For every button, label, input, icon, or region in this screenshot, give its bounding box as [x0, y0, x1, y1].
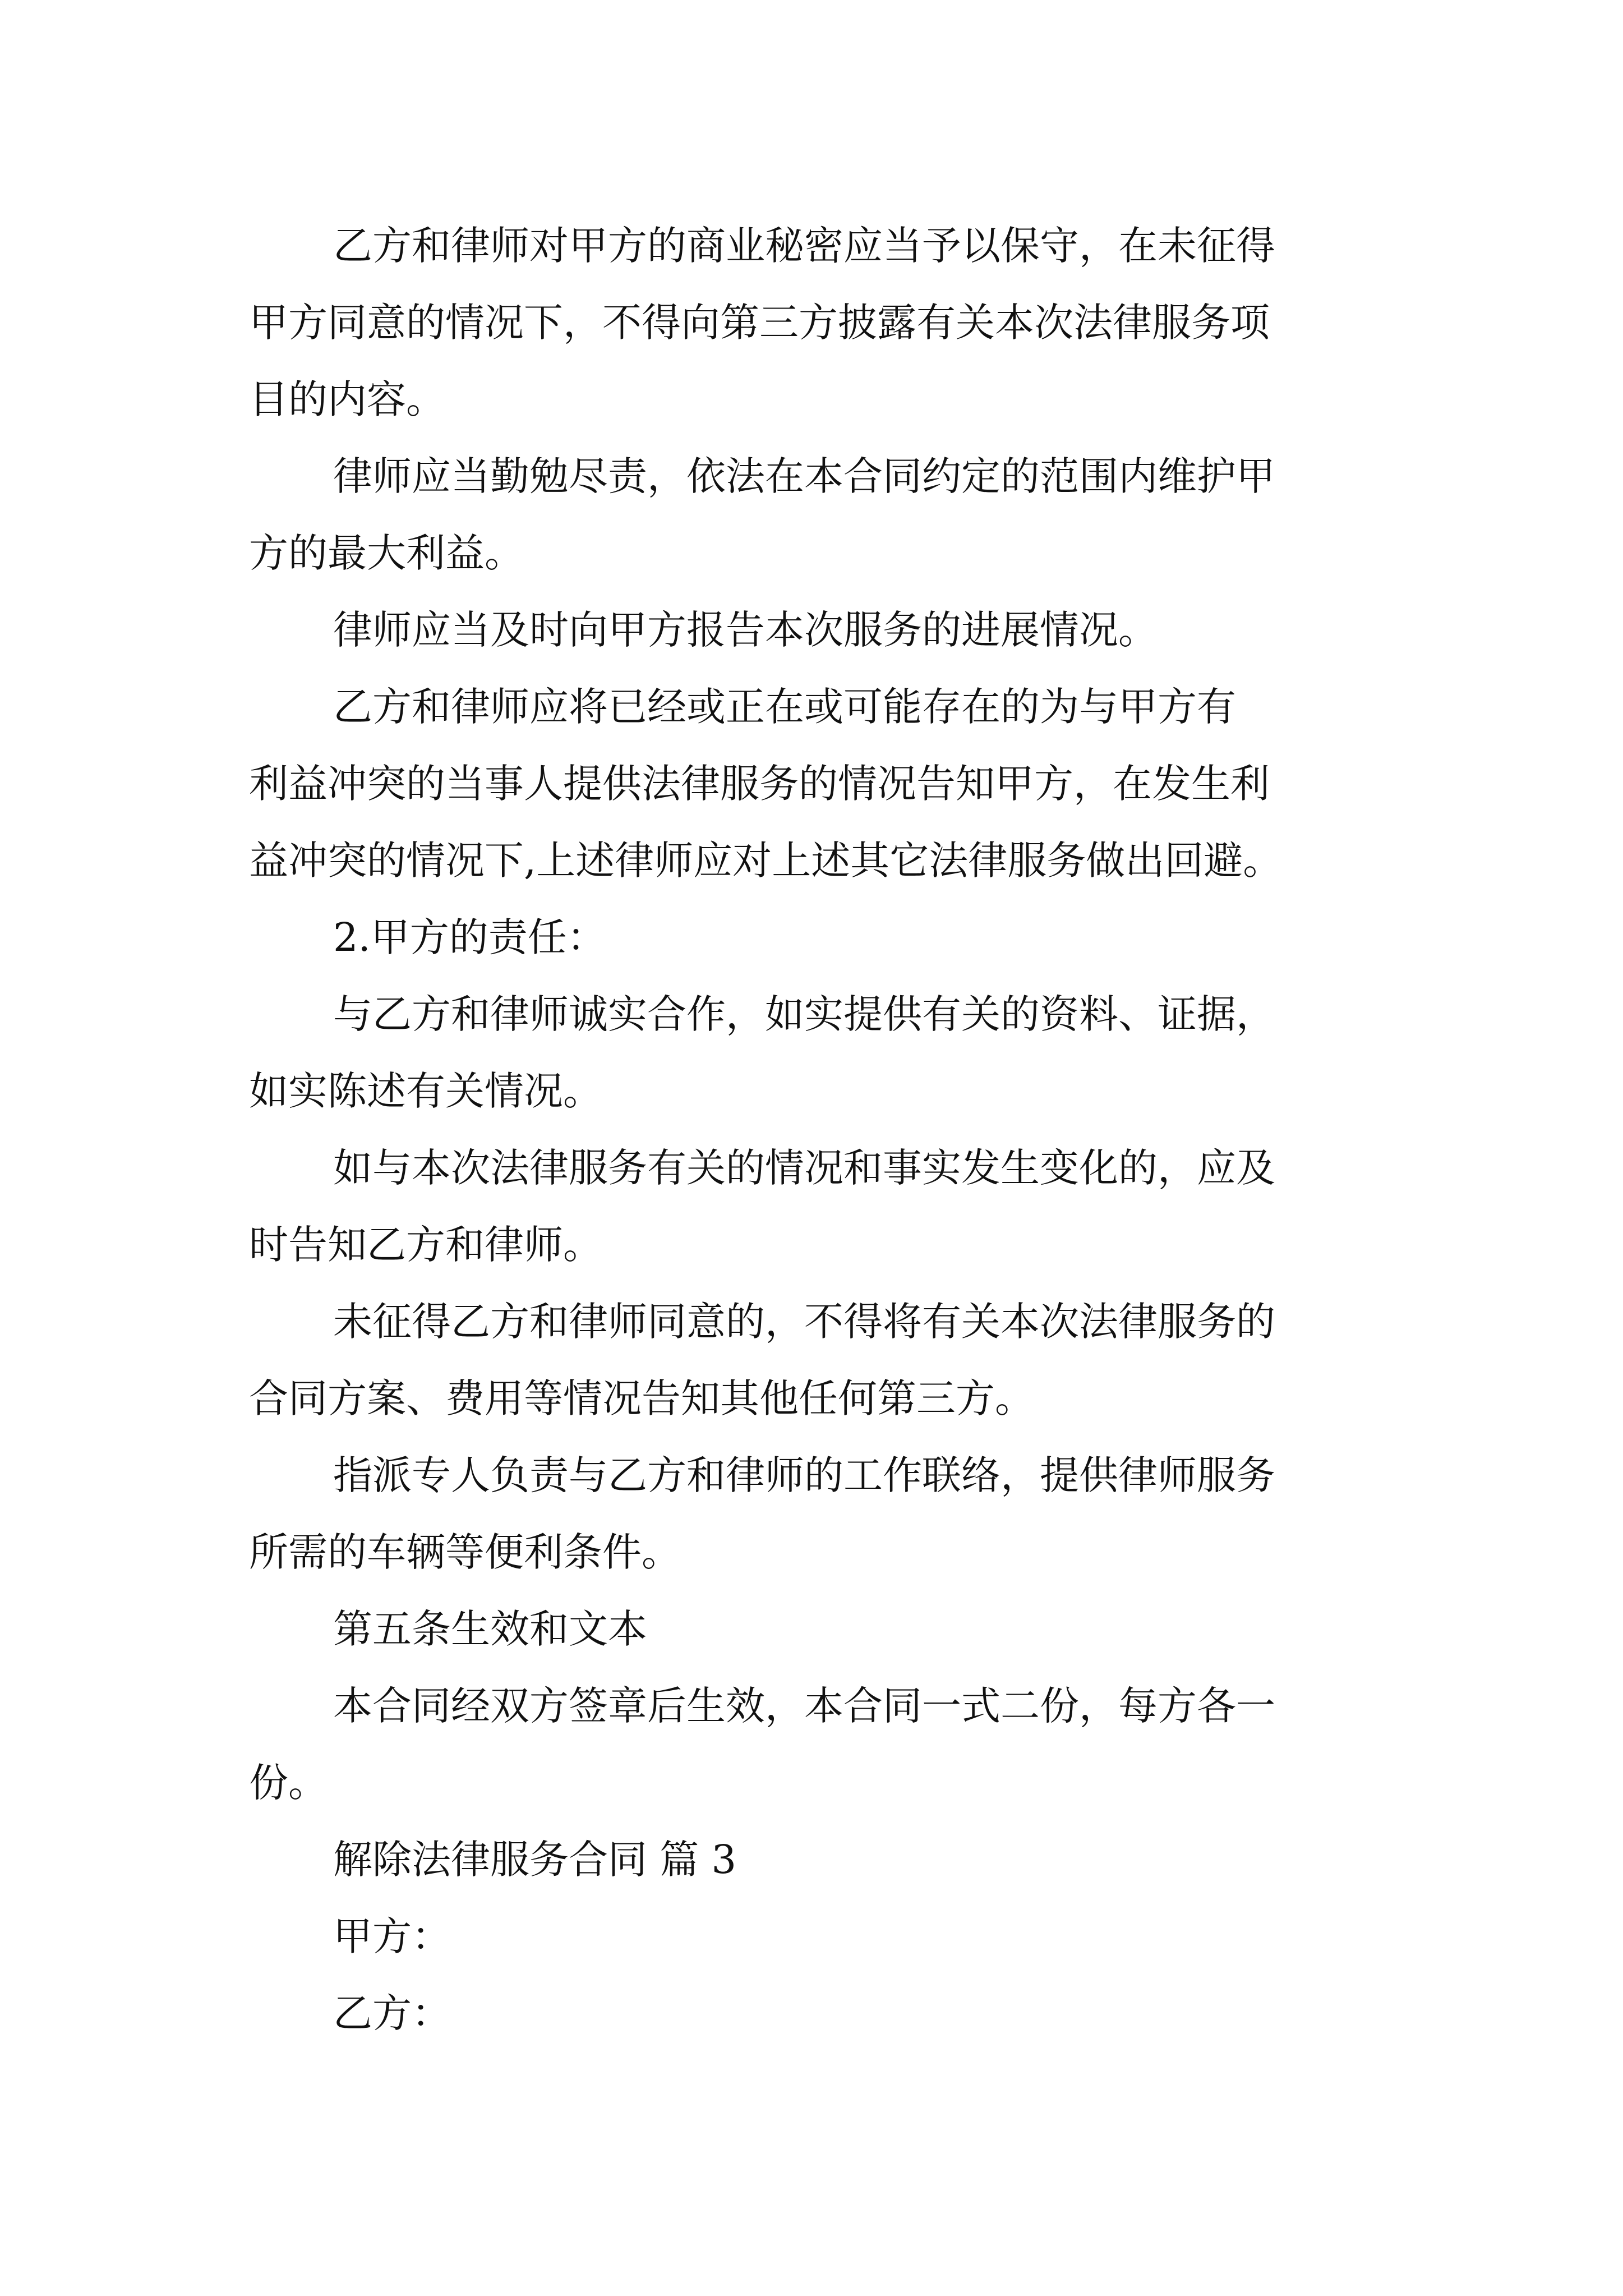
text-line: 如与本次法律服务有关的情况和事实发生变化的，应及: [333, 1145, 1275, 1191]
party-a-label: 甲方：: [333, 1913, 451, 1959]
text-line: 利益冲突的当事人提供法律服务的情况告知甲方，在发生利: [249, 761, 1270, 807]
text-line: 律师应当及时向甲方报告本次服务的进展情况。: [333, 607, 1158, 653]
text-line: 本合同经双方签章后生效，本合同一式二份，每方各一: [333, 1683, 1275, 1729]
text-line: 未征得乙方和律师同意的，不得将有关本次法律服务的: [333, 1299, 1275, 1345]
text-line: 乙方和律师应将已经或正在或可能存在的为与甲方有: [333, 684, 1236, 730]
contract-title: 解除法律服务合同 篇 3: [333, 1837, 737, 1883]
text-line: 时告知乙方和律师。: [249, 1222, 602, 1268]
text-line: 方的最大利益。: [249, 530, 524, 576]
text-line: 与乙方和律师诚实合作，如实提供有关的资料、证据，: [333, 991, 1275, 1037]
text-line: 所需的车辆等便利条件。: [249, 1529, 681, 1575]
party-b-label: 乙方：: [333, 1990, 451, 2036]
text-line: 目的内容。: [249, 376, 445, 422]
text-line: 指派专人负责与乙方和律师的工作联络，提供律师服务: [333, 1452, 1275, 1498]
article-heading: 第五条生效和文本: [333, 1606, 647, 1652]
text-line: 甲方同意的情况下，不得向第三方披露有关本次法律服务项: [249, 300, 1270, 346]
text-line: 份。: [249, 1760, 328, 1806]
text-line: 合同方案、费用等情况告知其他任何第三方。: [249, 1375, 1034, 1421]
document-body: [249, 208, 1393, 2052]
text-line: 律师应当勤勉尽责，依法在本合同约定的范围内维护甲: [333, 453, 1275, 499]
text-line: 乙方和律师对甲方的商业秘密应当予以保守，在未征得: [333, 223, 1275, 269]
text-line: 如实陈述有关情况。: [249, 1068, 602, 1114]
text-line: 益冲突的情况下,上述律师应对上述其它法律服务做出回避。: [249, 838, 1283, 884]
section-heading: 2.甲方的责任：: [333, 914, 606, 960]
